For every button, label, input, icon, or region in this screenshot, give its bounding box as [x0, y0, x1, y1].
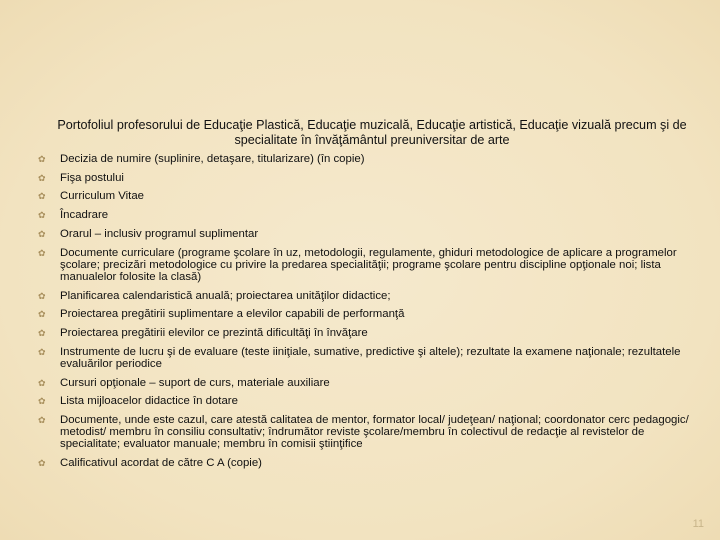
slide-title: Portofoliul profesorului de Educaţie Plastică, Educaţie muzicală, Educaţie artistică, Educaţie vizuală precum şi de specialitate în învăţământul preuniversitar de arte	[57, 118, 687, 147]
list-item	[0, 308, 720, 320]
list-item	[0, 209, 720, 221]
list-item-text: Orarul – inclusiv programul suplimentar	[60, 227, 259, 240]
list-item	[0, 414, 720, 451]
list-item	[0, 290, 720, 302]
ornament-bullet-icon: ✿	[38, 310, 46, 321]
ornament-bullet-icon: ✿	[38, 397, 46, 408]
ornament-bullet-icon: ✿	[38, 155, 46, 165]
ornament-bullet-icon: ✿	[38, 248, 46, 259]
list-item	[0, 190, 720, 202]
list-item-text: Proiectarea pregătirii suplimentare a elevilor capabili de performanţă	[60, 308, 405, 321]
ornament-bullet-icon: ✿	[38, 229, 46, 240]
ornament-bullet-icon: ✿	[38, 459, 46, 470]
list-item-text: Instrumente de lucru şi de evaluare (teste iiniţiale, sumative, predictive şi altele); rezultate la examene naţionale; rezultatele evaluărilor periodice	[60, 345, 681, 370]
ornament-bullet-icon: ✿	[38, 192, 46, 203]
list-item-text: Proiectarea pregătirii elevilor ce prezintă dificultăţi în învăţare	[60, 327, 368, 340]
list-item	[0, 327, 720, 339]
list-item-text: Documente curriculare (programe şcolare în uz, metodologii, regulamente, ghiduri metodologice de aplicare a programelor şcolare; precizări metodologice cu privire la predarea specialităţii; programe şcolare pentru discipline opţionale noi; lista manualelor folosite la clasă)	[60, 246, 677, 283]
list-item-text: Lista mijloacelor didactice în dotare	[60, 395, 238, 408]
ornament-bullet-icon: ✿	[38, 291, 46, 302]
bullet-list	[0, 153, 720, 476]
list-item	[0, 457, 720, 469]
list-item	[0, 395, 720, 407]
list-item	[0, 228, 720, 240]
ornament-bullet-icon: ✿	[38, 211, 46, 222]
list-item	[0, 377, 720, 389]
list-item-text: Decizia de numire (suplinire, detaşare, titularizare) (în copie)	[60, 153, 365, 165]
ornament-bullet-icon: ✿	[38, 416, 46, 427]
list-item	[0, 346, 720, 370]
list-item-text: Fişa postului	[60, 171, 124, 184]
list-item	[0, 172, 720, 184]
list-item	[0, 247, 720, 284]
ornament-bullet-icon: ✿	[38, 378, 46, 389]
ornament-bullet-icon: ✿	[38, 329, 46, 340]
page-number: 11	[692, 518, 704, 530]
ornament-bullet-icon: ✿	[38, 173, 46, 184]
list-item-text: Cursuri opţionale – suport de curs, materiale auxiliare	[60, 376, 330, 389]
ornament-bullet-icon: ✿	[38, 347, 46, 358]
list-item-text: Calificativul acordat de către C A (copie)	[60, 457, 262, 470]
list-item	[0, 153, 720, 165]
list-item-text: Documente, unde este cazul, care atestă calitatea de mentor, formator local/ judeţean/ naţional; coordonator cerc pedagogic/ metodist/ membru în consiliu consultativ; îndrumător reviste şcolare/membru în colectivul de redacţie al revistelor de specialitate; evaluator manuale; membru în comisii ştiinţifice	[60, 414, 689, 451]
list-item-text: Planificarea calendaristică anuală; proiectarea unităţilor didactice;	[60, 289, 391, 302]
list-item-text: Încadrare	[60, 209, 109, 222]
list-item-text: Curriculum Vitae	[60, 190, 144, 203]
